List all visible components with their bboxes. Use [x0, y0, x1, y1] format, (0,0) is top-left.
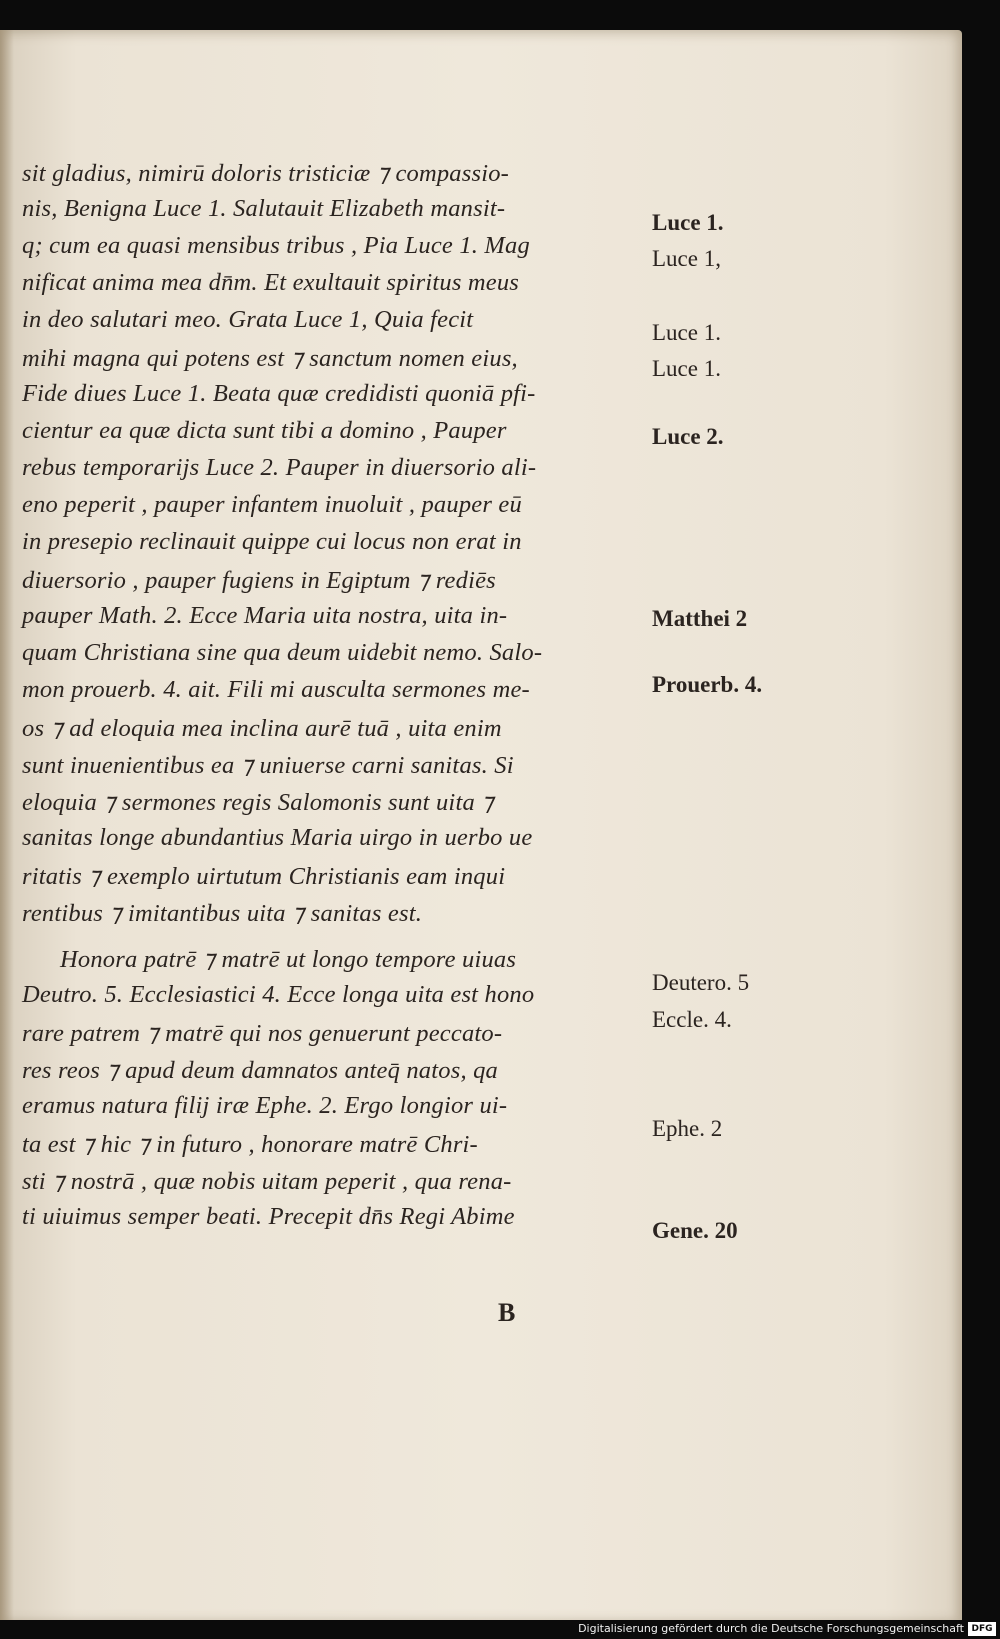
text-line: rentibus ⁊ imitantibus uita ⁊ sanitas est. [22, 900, 423, 927]
funding-credit: Digitalisierung gefördert durch die Deutsche Forschungsgemeinschaft [578, 1622, 964, 1635]
margin-note-luce-1: Luce 1. [652, 356, 721, 381]
text-line: ritatis ⁊ exemplo uirtutum Christianis eam inqui [22, 863, 506, 890]
text-line: nis, Benigna Luce 1. Salutauit Elizabeth mansit- [22, 195, 506, 222]
margin-note-matthei-2: Matthei 2 [652, 606, 748, 631]
text-line: eramus natura filij iræ Ephe. 2. Ergo longior ui- [22, 1092, 508, 1119]
text-line: eno peperit , pauper infantem inuoluit , pauper eū [22, 491, 522, 518]
margin-note-ephe-2: Ephe. 2 [652, 1116, 723, 1141]
text-line: nificat anima mea dn̄m. Et exultauit spiritus meus [22, 269, 520, 296]
text-line: q; cum ea quasi mensibus tribus , Pia Luce 1. Mag [22, 232, 530, 259]
text-line: ti uiuimus semper beati. Precepit dn̄s Regi Abime [22, 1203, 515, 1230]
text-line: sunt inuenientibus ea ⁊ uniuerse carni sanitas. Si [22, 752, 514, 779]
text-line: in presepio reclinauit quippe cui locus non erat in [22, 528, 522, 555]
text-line: diuersorio , pauper fugiens in Egiptum ⁊ rediēs [22, 567, 496, 594]
margin-note-luce-1: Luce 1, [652, 246, 721, 271]
digitization-footer [0, 1620, 1000, 1639]
margin-note-gene-20: Gene. 20 [652, 1218, 738, 1243]
paragraph-start-line: Honora patrē ⁊ matrē ut longo tempore uiuas [60, 946, 517, 973]
text-line: sti ⁊ nostrā , quæ nobis uitam peperit , qua rena- [22, 1168, 512, 1195]
page-gutter-shadow [0, 30, 14, 1620]
text-line: pauper Math. 2. Ecce Maria uita nostra, uita in- [22, 602, 508, 629]
text-line: cientur ea quæ dicta sunt tibi a domino , Pauper [22, 417, 507, 444]
margin-note-prouerb-4: Prouerb. 4. [652, 672, 763, 697]
text-line: mihi magna qui potens est ⁊ sanctum nomen eius, [22, 345, 518, 372]
book-page [0, 30, 962, 1620]
text-line: os ⁊ ad eloquia mea inclina aurē tuā , uita enim [22, 715, 502, 742]
catchword: B [498, 1298, 516, 1327]
text-line: sanitas longe abundantius Maria uirgo in uerbo ue [22, 824, 533, 851]
dfg-logo: DFG [968, 1622, 996, 1636]
text-line: Deutro. 5. Ecclesiastici 4. Ecce longa uita est hono [22, 981, 535, 1008]
text-line: ta est ⁊ hic ⁊ in futuro , honorare matrē Chri- [22, 1131, 478, 1158]
margin-note-deutero-5: Deutero. 5 [652, 970, 750, 995]
text-line: res reos ⁊ apud deum damnatos anteq̄ natos, qa [22, 1057, 498, 1084]
text-line: eloquia ⁊ sermones regis Salomonis sunt uita ⁊ [22, 789, 494, 816]
margin-note-luce-1: Luce 1. [652, 210, 724, 235]
text-line: rare patrem ⁊ matrē qui nos genuerunt peccato- [22, 1020, 503, 1047]
margin-note-luce-2: Luce 2. [652, 424, 724, 449]
text-line: in deo salutari meo. Grata Luce 1, Quia fecit [22, 306, 474, 333]
margin-note-luce-1: Luce 1. [652, 320, 721, 345]
text-line: quam Christiana sine qua deum uidebit nemo. Salo- [22, 639, 543, 666]
margin-note-eccle-4: Eccle. 4. [652, 1007, 732, 1032]
text-line: rebus temporarijs Luce 2. Pauper in diuersorio ali- [22, 454, 537, 481]
text-line: Fide diues Luce 1. Beata quæ credidisti quoniā pfi- [22, 380, 536, 407]
text-line: mon prouerb. 4. ait. Fili mi ausculta sermones me- [22, 676, 530, 703]
text-line: sit gladius, nimirū doloris tristiciæ ⁊ compassio- [22, 160, 510, 187]
